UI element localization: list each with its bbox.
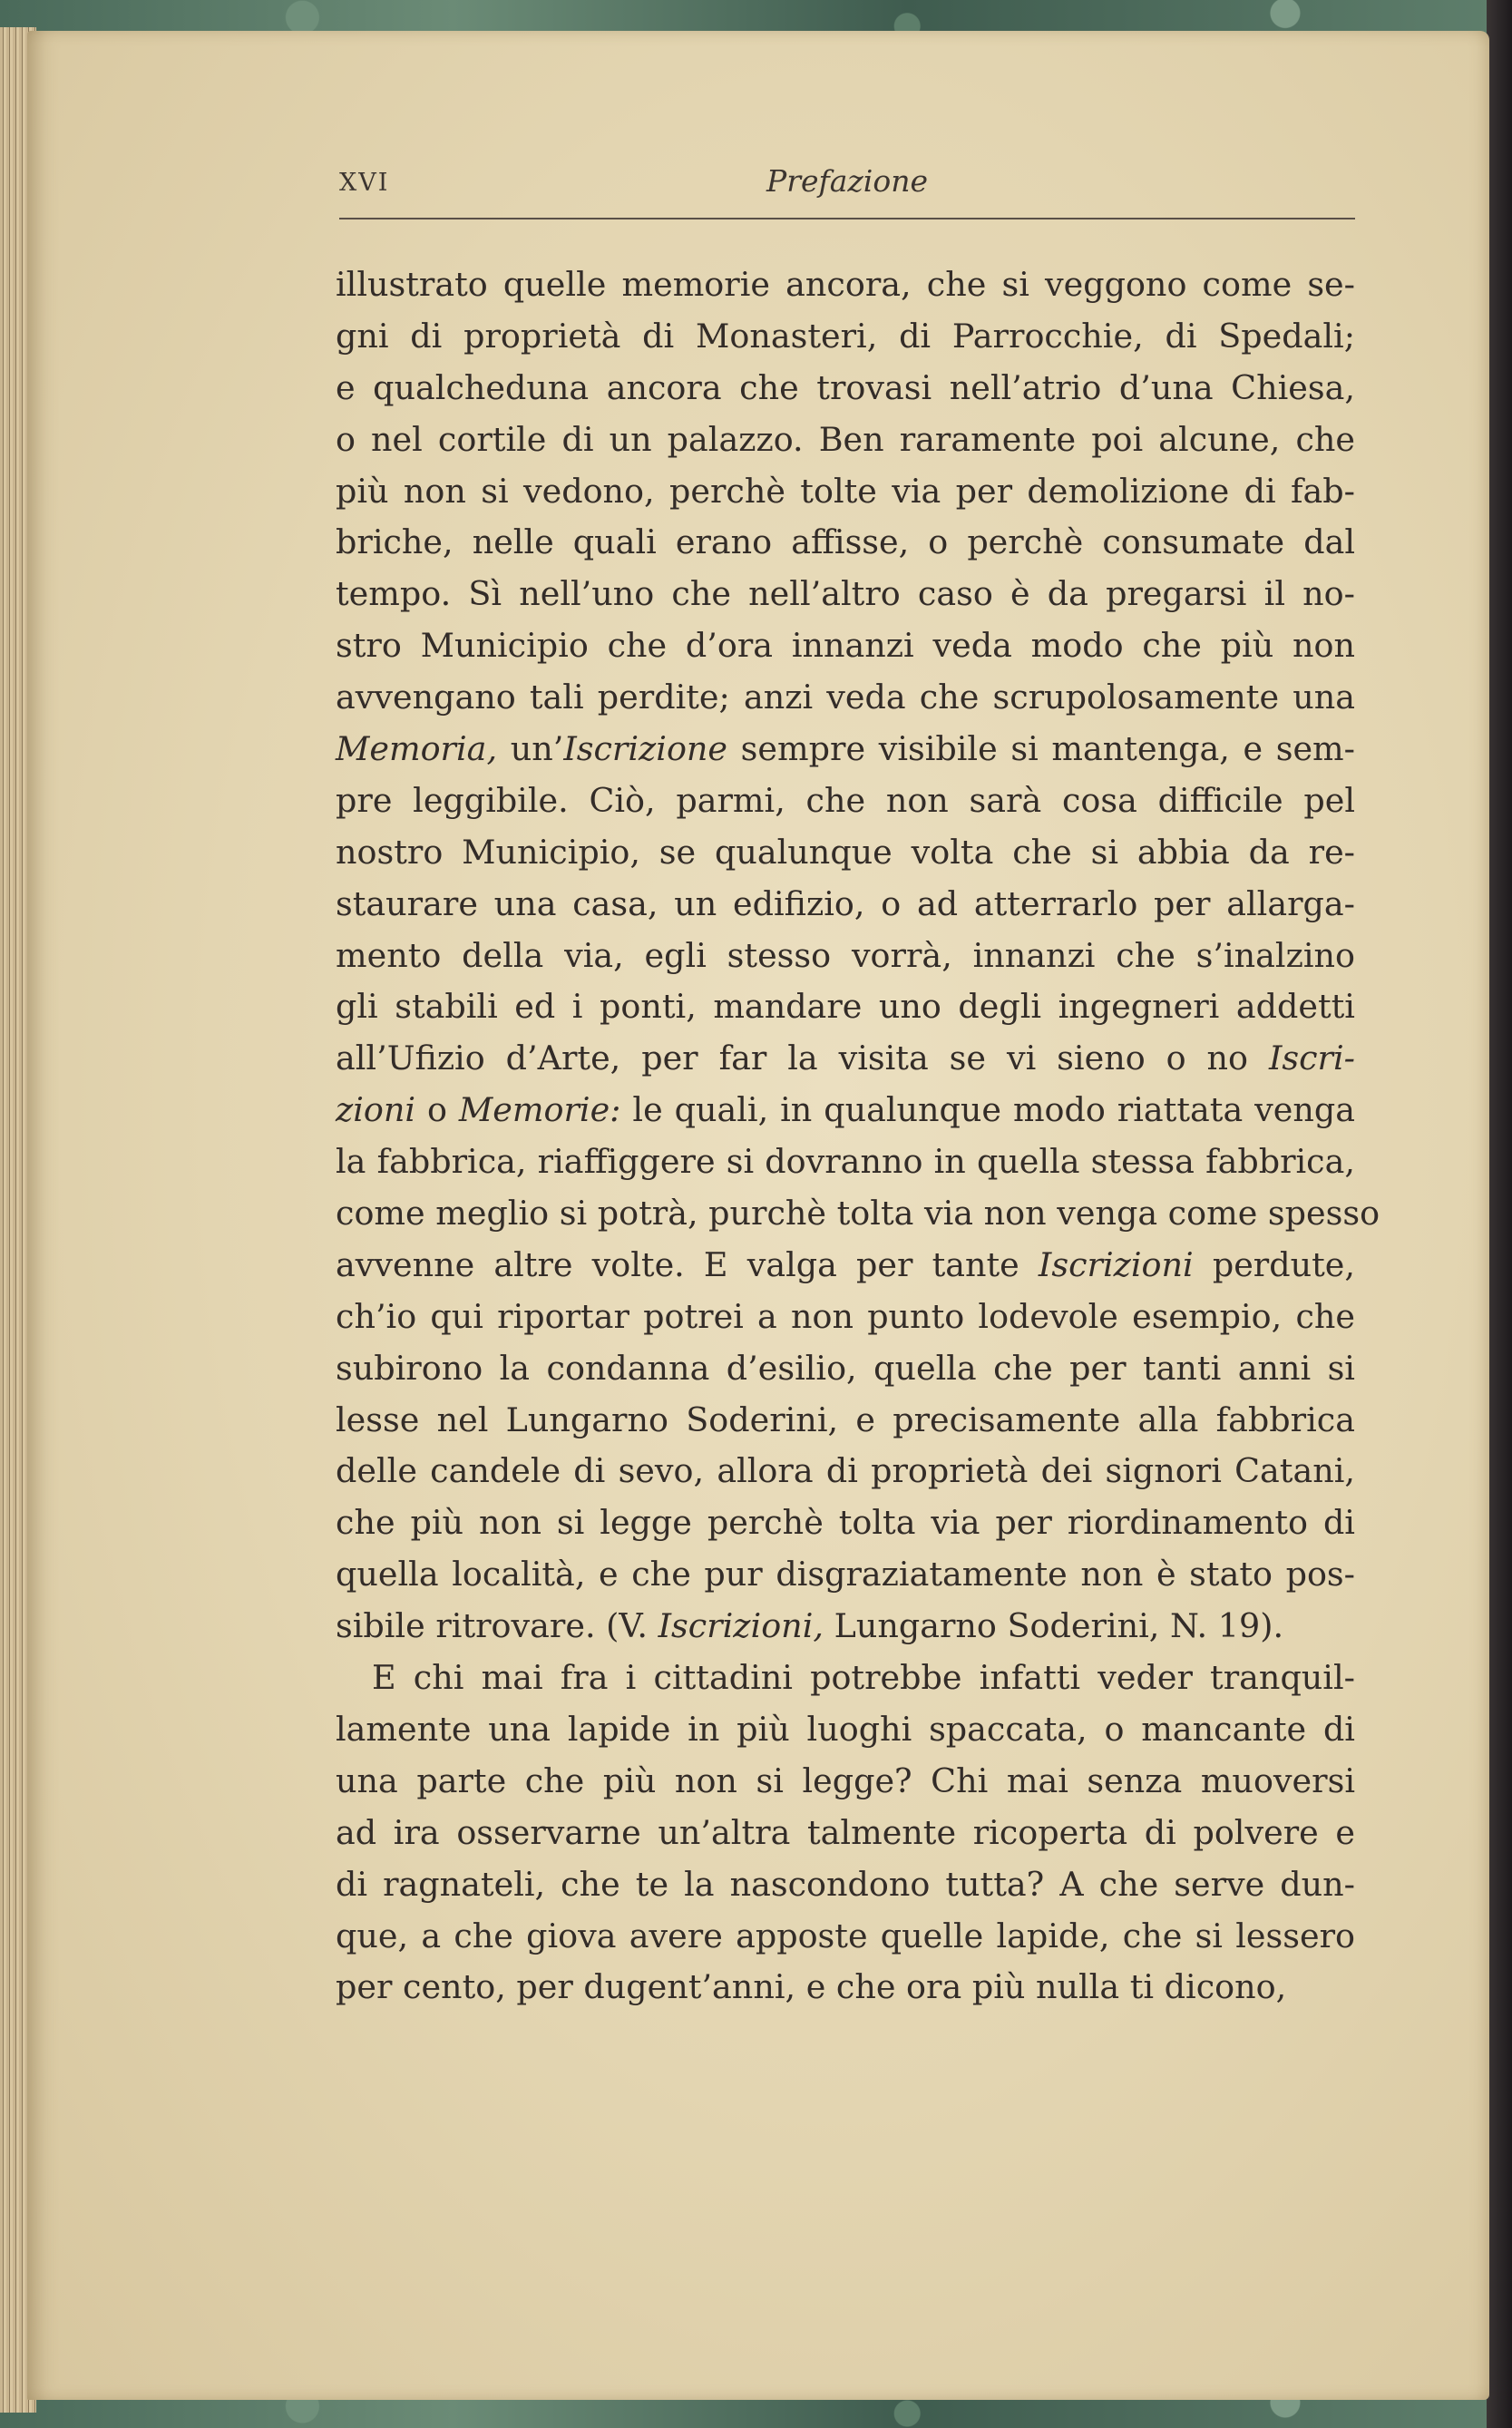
text-segment: come meglio si potrà, purchè tolta via non venga come spesso bbox=[336, 1194, 1380, 1234]
text-segment: le quali, in qualunque modo riattata venga bbox=[620, 1090, 1355, 1130]
text-line bbox=[336, 414, 1355, 466]
text-segment: tempo. Sì nell’uno che nell’altro caso è da pregarsi il no- bbox=[336, 574, 1355, 614]
text-line bbox=[336, 1601, 1355, 1653]
text-segment: la fabbrica, riaffiggere si dovranno in quella stessa fabbrica, bbox=[336, 1142, 1355, 1182]
text-line bbox=[336, 517, 1355, 569]
text-line bbox=[336, 1085, 1355, 1136]
text-segment: staurare una casa, un edifizio, o ad atterrarlo per allarga- bbox=[336, 883, 1355, 923]
text-line bbox=[336, 1033, 1355, 1085]
page-header bbox=[339, 156, 1355, 210]
text-line bbox=[336, 981, 1355, 1033]
text-segment: delle candele di sevo, allora di proprietà dei signori Catani, bbox=[336, 1451, 1355, 1491]
text-line bbox=[336, 1395, 1355, 1447]
text-line bbox=[336, 1343, 1355, 1395]
text-segment: avvenne altre volte. E valga per tante bbox=[336, 1244, 1039, 1284]
text-line bbox=[336, 1911, 1355, 1963]
text-line bbox=[336, 827, 1355, 879]
italic-segment: zioni bbox=[336, 1090, 416, 1130]
italic-segment: Iscrizione bbox=[563, 729, 728, 769]
text-segment: nostro Municipio, se qualunque volta che si abbia da re- bbox=[336, 832, 1355, 872]
italic-segment: Iscrizioni, bbox=[658, 1606, 824, 1646]
text-line bbox=[336, 672, 1355, 724]
text-line bbox=[336, 311, 1355, 363]
text-segment: avvengano tali perdite; anzi veda che scrupolosamente una bbox=[336, 678, 1355, 717]
text-line bbox=[336, 569, 1355, 620]
text-segment: mento della via, egli stesso vorrà, innanzi che s’inalzino bbox=[336, 935, 1355, 975]
text-segment: gli stabili ed i ponti, mandare uno degli ingegneri addetti bbox=[336, 987, 1355, 1027]
italic-segment: Memorie: bbox=[458, 1090, 621, 1130]
text-line bbox=[336, 259, 1355, 311]
text-line bbox=[336, 1240, 1355, 1292]
cover-edge bbox=[1487, 0, 1512, 2428]
text-segment: subirono la condanna d’esilio, quella che per tanti anni si bbox=[336, 1348, 1355, 1388]
text-line bbox=[336, 1653, 1355, 1704]
text-line bbox=[336, 1292, 1355, 1343]
text-segment: o nel cortile di un palazzo. Ben raramente poi alcune, che bbox=[336, 419, 1355, 459]
text-segment: e qualcheduna ancora che trovasi nell’atrio d’una Chiesa, bbox=[336, 367, 1355, 407]
text-segment: lamente una lapide in più luoghi spaccata, o mancante di bbox=[336, 1709, 1355, 1749]
page-number: XVI bbox=[339, 169, 390, 197]
text-segment: sempre visibile si mantenga, e sem- bbox=[727, 729, 1355, 769]
text-segment: per cento, per dugent’anni, e che ora più nulla ti dicono, bbox=[336, 1967, 1287, 2007]
text-line bbox=[336, 1756, 1355, 1808]
text-segment: illustrato quelle memorie ancora, che si veggono come se- bbox=[336, 265, 1355, 304]
text-line bbox=[336, 466, 1355, 518]
text-line bbox=[336, 1446, 1355, 1497]
text-line bbox=[336, 879, 1355, 931]
text-segment: all’Ufizio d’Arte, per far la visita se vi sieno o no bbox=[336, 1038, 1269, 1078]
header-rule bbox=[339, 218, 1355, 219]
text-line bbox=[336, 1859, 1355, 1911]
text-segment: E chi mai fra i cittadini potrebbe infatti veder tranquil- bbox=[372, 1658, 1355, 1698]
text-line bbox=[336, 724, 1355, 775]
italic-segment: Memoria, bbox=[336, 729, 498, 769]
text-line bbox=[336, 1704, 1355, 1756]
body-text bbox=[336, 259, 1380, 2014]
text-segment: pre leggibile. Ciò, parmi, che non sarà cosa difficile pel bbox=[336, 780, 1355, 820]
text-segment: sibile ritrovare. (V. bbox=[336, 1606, 658, 1646]
text-line bbox=[336, 775, 1355, 827]
text-segment: ch’io qui riportar potrei a non punto lodevole esempio, che bbox=[336, 1296, 1355, 1336]
text-line bbox=[336, 1188, 1380, 1240]
text-segment: Lungarno Soderini, N. 19). bbox=[823, 1606, 1284, 1646]
text-segment: lesse nel Lungarno Soderini, e precisamente alla fabbrica bbox=[336, 1399, 1355, 1439]
text-line bbox=[336, 1962, 1355, 2014]
text-segment: di ragnateli, che te la nascondono tutta? A che serve dun- bbox=[336, 1864, 1355, 1904]
italic-segment: Iscri- bbox=[1268, 1038, 1355, 1078]
text-segment: una parte che più non si legge? Chi mai senza muoversi bbox=[336, 1760, 1355, 1800]
text-segment: stro Municipio che d’ora innanzi veda modo che più non bbox=[336, 626, 1355, 666]
text-segment: più non si vedono, perchè tolte via per demolizione di fab- bbox=[336, 471, 1355, 511]
text-segment: gni di proprietà di Monasteri, di Parrocchie, di Spedali; bbox=[336, 316, 1355, 356]
text-segment: perdute, bbox=[1193, 1244, 1355, 1284]
text-line bbox=[336, 1808, 1355, 1859]
text-line bbox=[336, 931, 1355, 982]
italic-segment: Iscrizioni bbox=[1038, 1244, 1194, 1284]
text-segment: ad ira osservarne un’altra talmente ricoperta di polvere e bbox=[336, 1812, 1355, 1852]
text-line bbox=[336, 363, 1355, 414]
text-segment: che più non si legge perchè tolta via per riordinamento di bbox=[336, 1503, 1355, 1543]
running-title: Prefazione bbox=[766, 163, 928, 199]
text-line bbox=[336, 1136, 1355, 1188]
text-segment: quella località, e che pur disgraziatamente non è stato pos- bbox=[336, 1555, 1355, 1594]
text-segment: o bbox=[415, 1090, 459, 1130]
text-line bbox=[336, 620, 1355, 672]
text-segment: que, a che giova avere apposte quelle lapide, che si lessero bbox=[336, 1916, 1355, 1955]
text-segment: un’ bbox=[497, 729, 564, 769]
text-line bbox=[336, 1497, 1355, 1549]
text-segment: briche, nelle quali erano affisse, o perchè consumate dal bbox=[336, 522, 1355, 562]
text-line bbox=[336, 1549, 1355, 1601]
